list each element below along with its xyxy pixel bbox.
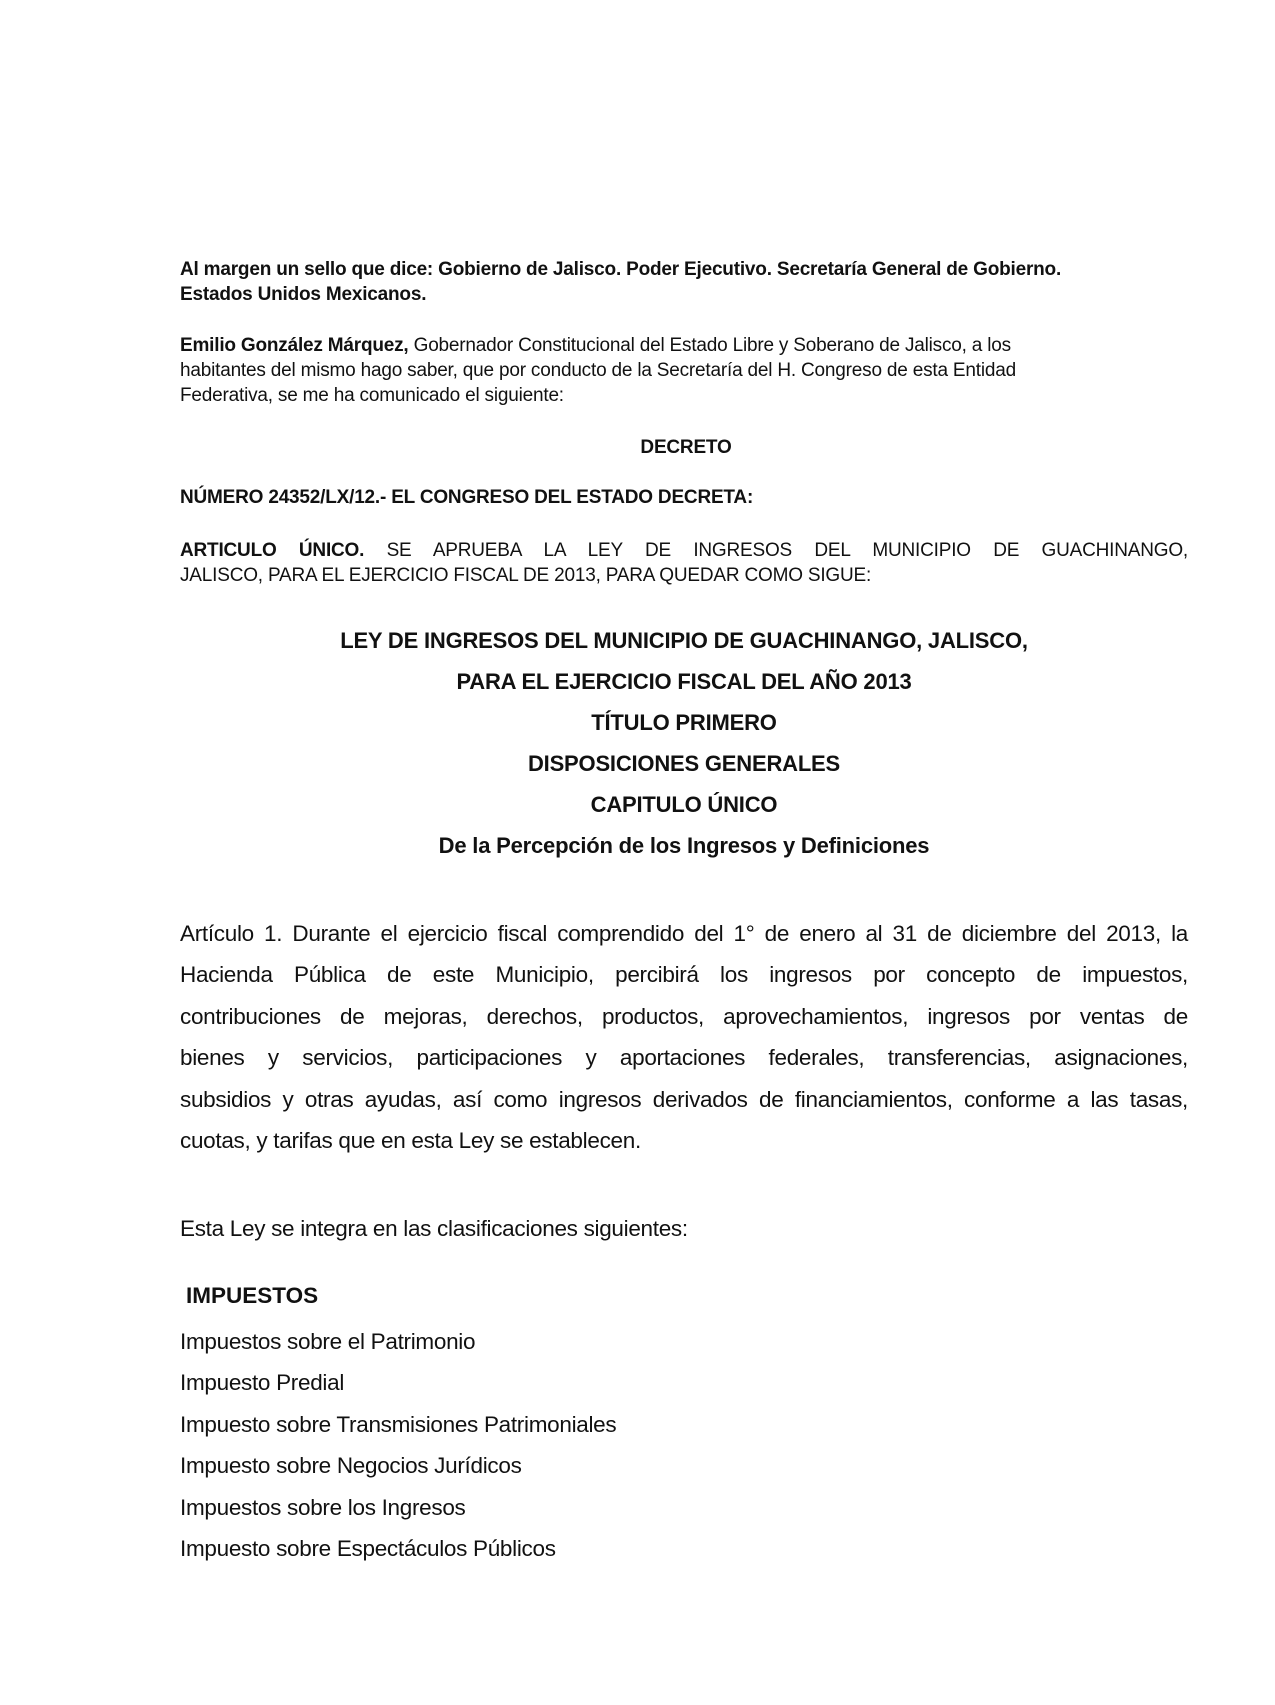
article-1-line-1: Artículo 1. Durante el ejercicio fiscal comprendido del 1° de enero al 31 de diciembre del 2013, la — [180, 921, 1188, 946]
list-item: Impuestos sobre los Ingresos — [180, 1494, 466, 1520]
article-1-line-6: cuotas, y tarifas que en esta Ley se establecen. — [180, 1128, 641, 1154]
article-1-line-3: contribuciones de mejoras, derechos, productos, aprovechamientos, ingresos por ventas de — [180, 1003, 1188, 1029]
article-unique-label: ARTICULO ÚNICO. — [180, 540, 365, 561]
decree-title: DECRETO — [640, 437, 732, 458]
taxes-section-title: IMPUESTOS — [186, 1283, 319, 1308]
list-item: Impuesto Predial — [180, 1370, 345, 1396]
governor-paragraph-line-3: Federativa, se me ha comunicado el siguiente: — [180, 385, 564, 406]
article-1-line-4: bienes y servicios, participaciones y aportaciones federales, transferencias, asignaciones, — [180, 1045, 1188, 1071]
list-item: Impuestos sobre el Patrimonio — [180, 1329, 476, 1354]
governor-paragraph-line-1 — [180, 333, 1188, 358]
seal-note-line-2: Estados Unidos Mexicanos. — [180, 284, 427, 305]
list-item: Impuesto sobre Espectáculos Públicos — [180, 1536, 556, 1562]
article-unique-line-2: JALISCO, PARA EL EJERCICIO FISCAL DE 2013, PARA QUEDAR COMO SIGUE: — [180, 565, 872, 586]
seal-note — [180, 257, 1188, 307]
seal-note-line-1: Al margen un sello que dice: Gobierno de Jalisco. Poder Ejecutivo. Secretaría General de Gobierno. — [180, 259, 1062, 280]
article-1-line-2: Hacienda Pública de este Municipio, percibirá los ingresos por concepto de impuestos, — [180, 962, 1188, 988]
classification-intro: Esta Ley se integra en las clasificaciones siguientes: — [180, 1216, 688, 1241]
article-1-paragraph — [180, 913, 1188, 1161]
governor-paragraph-line-2: habitantes del mismo hago saber, que por conducto de la Secretaría del H. Congreso de esta Entidad — [180, 360, 1016, 381]
chapter-heading: CAPITULO ÚNICO — [590, 792, 778, 817]
list-item: Impuesto sobre Transmisiones Patrimoniales — [180, 1411, 617, 1437]
decree-number: NÚMERO 24352/LX/12.- EL CONGRESO DEL ESTADO DECRETA: — [180, 487, 754, 508]
article-1-line-5: subsidios y otras ayudas, así como ingresos derivados de financiamientos, conforme a las tasas, — [180, 1086, 1188, 1112]
list-item: Impuesto sobre Negocios Jurídicos — [180, 1453, 522, 1479]
title-heading: TÍTULO PRIMERO — [591, 710, 777, 735]
law-title-heading: LEY DE INGRESOS DEL MUNICIPIO DE GUACHINANGO, JALISCO, — [340, 628, 1028, 653]
fiscal-year-heading: PARA EL EJERCICIO FISCAL DEL AÑO 2013 — [456, 669, 912, 694]
article-unique-text: SE APRUEBA LA LEY DE INGRESOS DEL MUNICIPIO DE GUACHINANGO, — [364, 540, 1189, 561]
article-unique-line-1 — [180, 538, 1188, 563]
article-unique — [180, 538, 1188, 588]
tax-list — [180, 1321, 1188, 1569]
general-provisions-heading: DISPOSICIONES GENERALES — [527, 751, 840, 776]
chapter-subtitle-heading: De la Percepción de los Ingresos y Definiciones — [438, 833, 930, 858]
governor-title: Gobernador Constitucional del Estado Libre y Soberano de Jalisco, a los — [408, 335, 1011, 356]
governor-name: Emilio González Márquez, — [180, 335, 409, 356]
governor-paragraph — [180, 333, 1188, 408]
